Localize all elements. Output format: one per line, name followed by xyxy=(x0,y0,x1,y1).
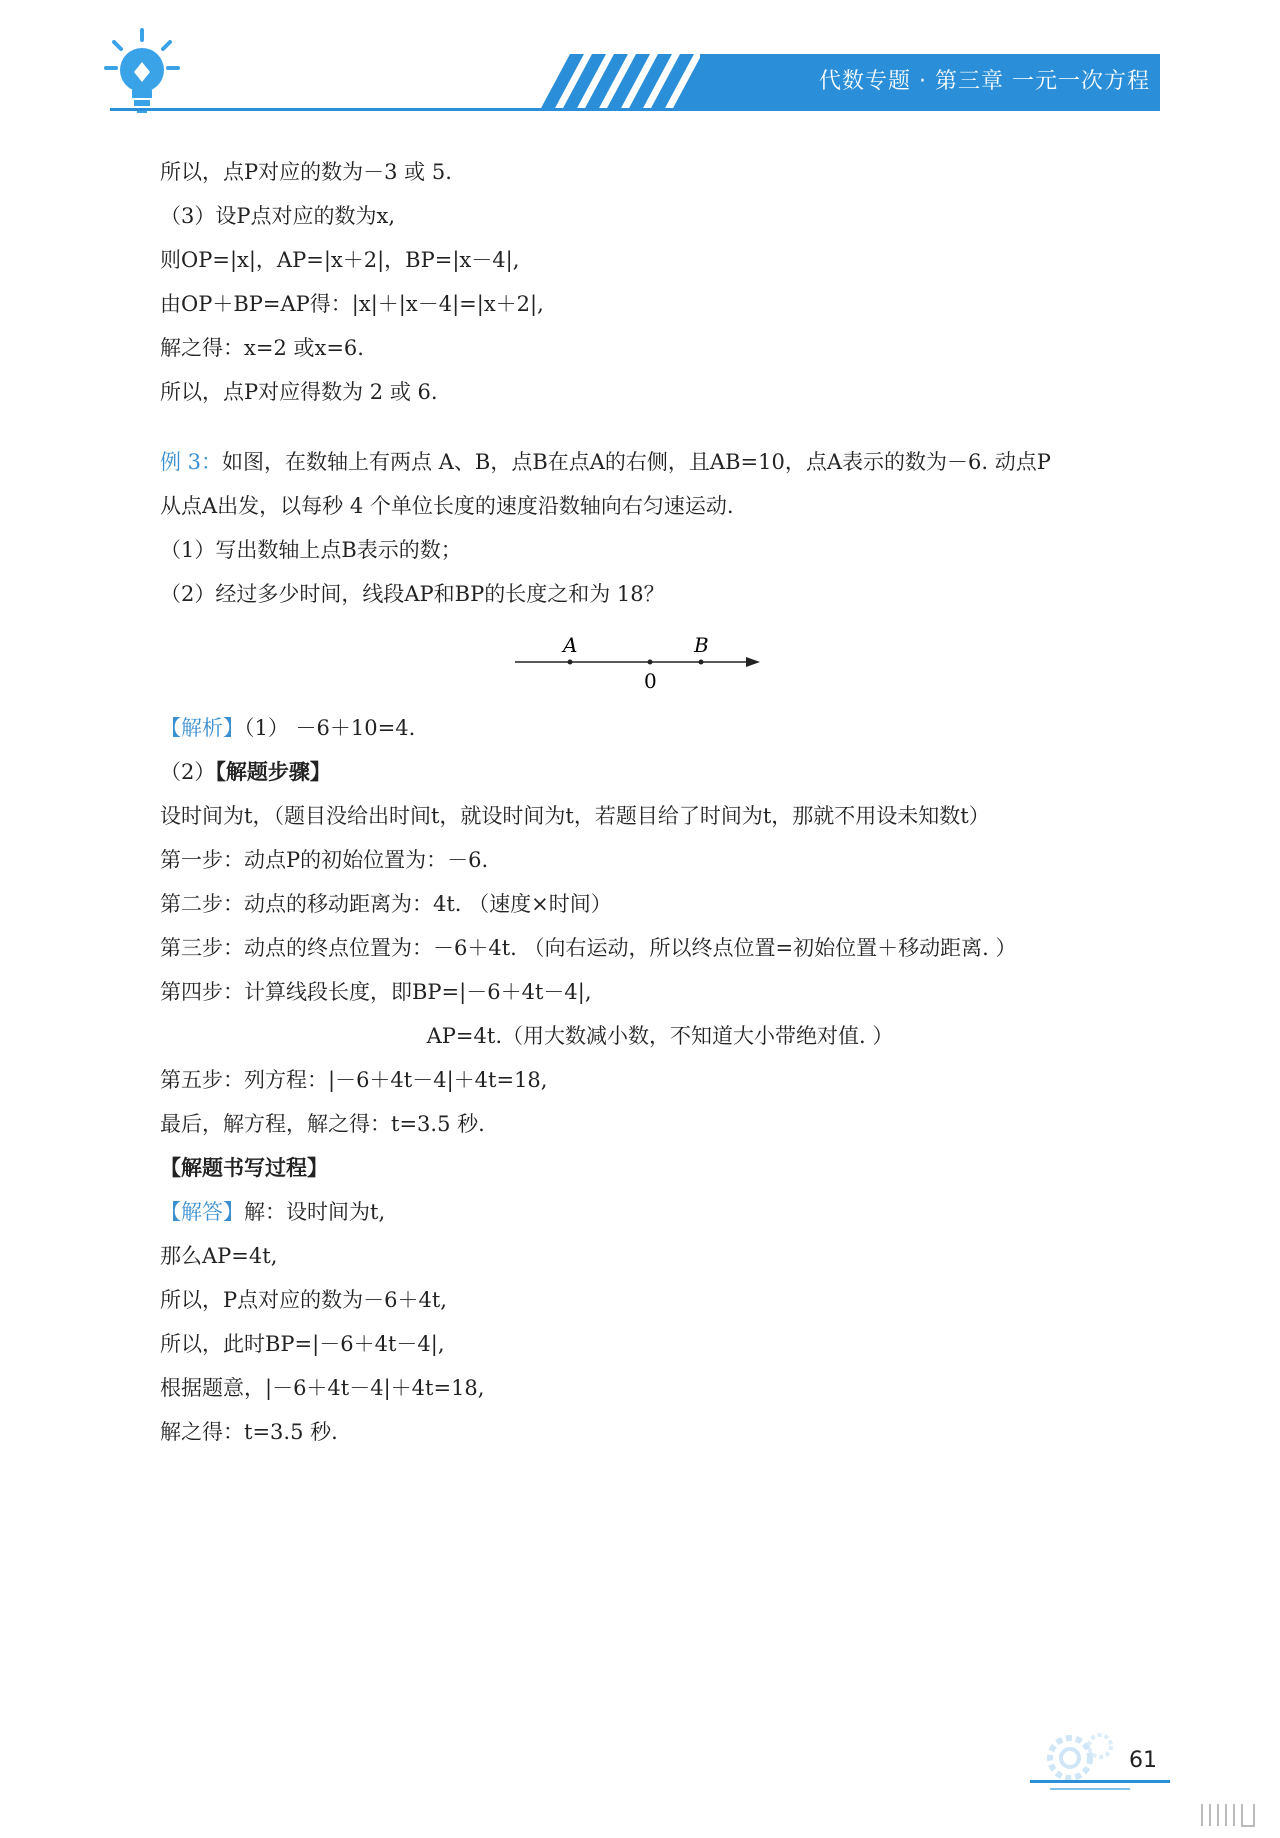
step-line: 第五步：列方程：|－6＋4t－4|＋4t=18, xyxy=(160,1068,548,1092)
number-line-figure xyxy=(160,616,1160,706)
number-line xyxy=(160,616,1160,706)
text-line: 所以，点P对应的数为－3 或 5. xyxy=(160,160,452,184)
answer-label: 【解答】 xyxy=(160,1200,244,1224)
text-line: 所以，点P对应得数为 2 或 6. xyxy=(160,380,438,404)
answer-step: 所以，此时BP=|－6＋4t－4|, xyxy=(160,1332,445,1356)
answer-step: 所以，P点对应的数为－6＋4t, xyxy=(160,1288,447,1312)
page-header xyxy=(0,0,1280,130)
label-zero: 0 xyxy=(644,669,657,693)
step-line: 最后，解方程，解之得：t=3.5 秒. xyxy=(160,1112,485,1136)
step-line: 第三步：动点的终点位置为：－6＋4t. （向右运动，所以终点位置=初始位置＋移动距离. ） xyxy=(160,936,1017,960)
lightbulb-icon xyxy=(104,28,180,120)
text-line: 则OP=|x|，AP=|x＋2|，BP=|x－4|, xyxy=(160,248,520,272)
arrow-icon xyxy=(746,657,760,667)
question-2: （2）经过多少时间，线段AP和BP的长度之和为 18？ xyxy=(160,582,665,606)
analysis-line xyxy=(160,706,1160,750)
answer-line xyxy=(160,1190,1160,1234)
answer-step: 解之得：t=3.5 秒. xyxy=(160,1420,338,1444)
step-line: 设时间为t，（题目没给出时间t，就设时间为t，若题目给了时间为t，那就不用设未知数t） xyxy=(160,804,990,828)
example-3-statement xyxy=(160,440,1160,484)
analysis-label: 【解析】 xyxy=(160,716,244,740)
steps-heading-label: 【解题步骤】 xyxy=(215,759,331,784)
text-line: 解之得：x=2 或x=6. xyxy=(160,336,364,360)
answer-step: 根据题意，|－6＋4t－4|＋4t=18, xyxy=(160,1376,485,1400)
example-text: 如图，在数轴上有两点 A、B，点B在点A的右侧，且AB=10，点A表示的数为－6. 动点P xyxy=(222,450,1051,474)
question-1: （1）写出数轴上点B表示的数； xyxy=(160,538,462,562)
example-label: 例 3： xyxy=(160,450,223,474)
label-a: A xyxy=(563,633,578,657)
footer-rule xyxy=(1030,1780,1170,1783)
header-stripes xyxy=(510,54,710,110)
chapter-title: 代数专题 · 第三章 一元一次方程 xyxy=(819,69,1150,94)
answer-text: 解：设时间为t, xyxy=(244,1200,386,1224)
text-line: （3）设P点对应的数为x, xyxy=(160,204,396,228)
header-rule xyxy=(110,108,1160,111)
steps-number: （2） xyxy=(160,760,216,784)
footer-rule-secondary xyxy=(1050,1788,1130,1790)
point-a xyxy=(568,660,573,665)
text-line: 由OP＋BP=AP得：|x|＋|x－4|=|x＋2|, xyxy=(160,292,544,316)
corner-mark-icon xyxy=(1200,1800,1260,1830)
answer-step: 那么AP=4t, xyxy=(160,1244,278,1268)
page-content xyxy=(160,150,1160,1454)
point-b xyxy=(699,660,704,665)
steps-heading xyxy=(160,750,1160,794)
example-3-statement-cont: 从点A出发，以每秒 4 个单位长度的速度沿数轴向右匀速运动. xyxy=(160,494,734,518)
page-number: 61 xyxy=(1129,1748,1157,1773)
step-line: 第一步：动点P的初始位置为：－6. xyxy=(160,848,489,872)
step-line: 第四步：计算线段长度，即BP=|－6＋4t－4|, xyxy=(160,980,592,1004)
analysis-text: （1） －6＋10=4. xyxy=(244,716,416,740)
gear-icon xyxy=(1040,1726,1120,1786)
step-line: 第二步：动点的移动距离为：4t. （速度×时间） xyxy=(160,892,612,916)
writing-heading: 【解题书写过程】 xyxy=(160,1155,328,1180)
step-line-centered: AP=4t.（用大数减小数，不知道大小带绝对值. ） xyxy=(426,1024,894,1048)
point-origin xyxy=(648,660,653,665)
label-b: B xyxy=(694,633,709,657)
